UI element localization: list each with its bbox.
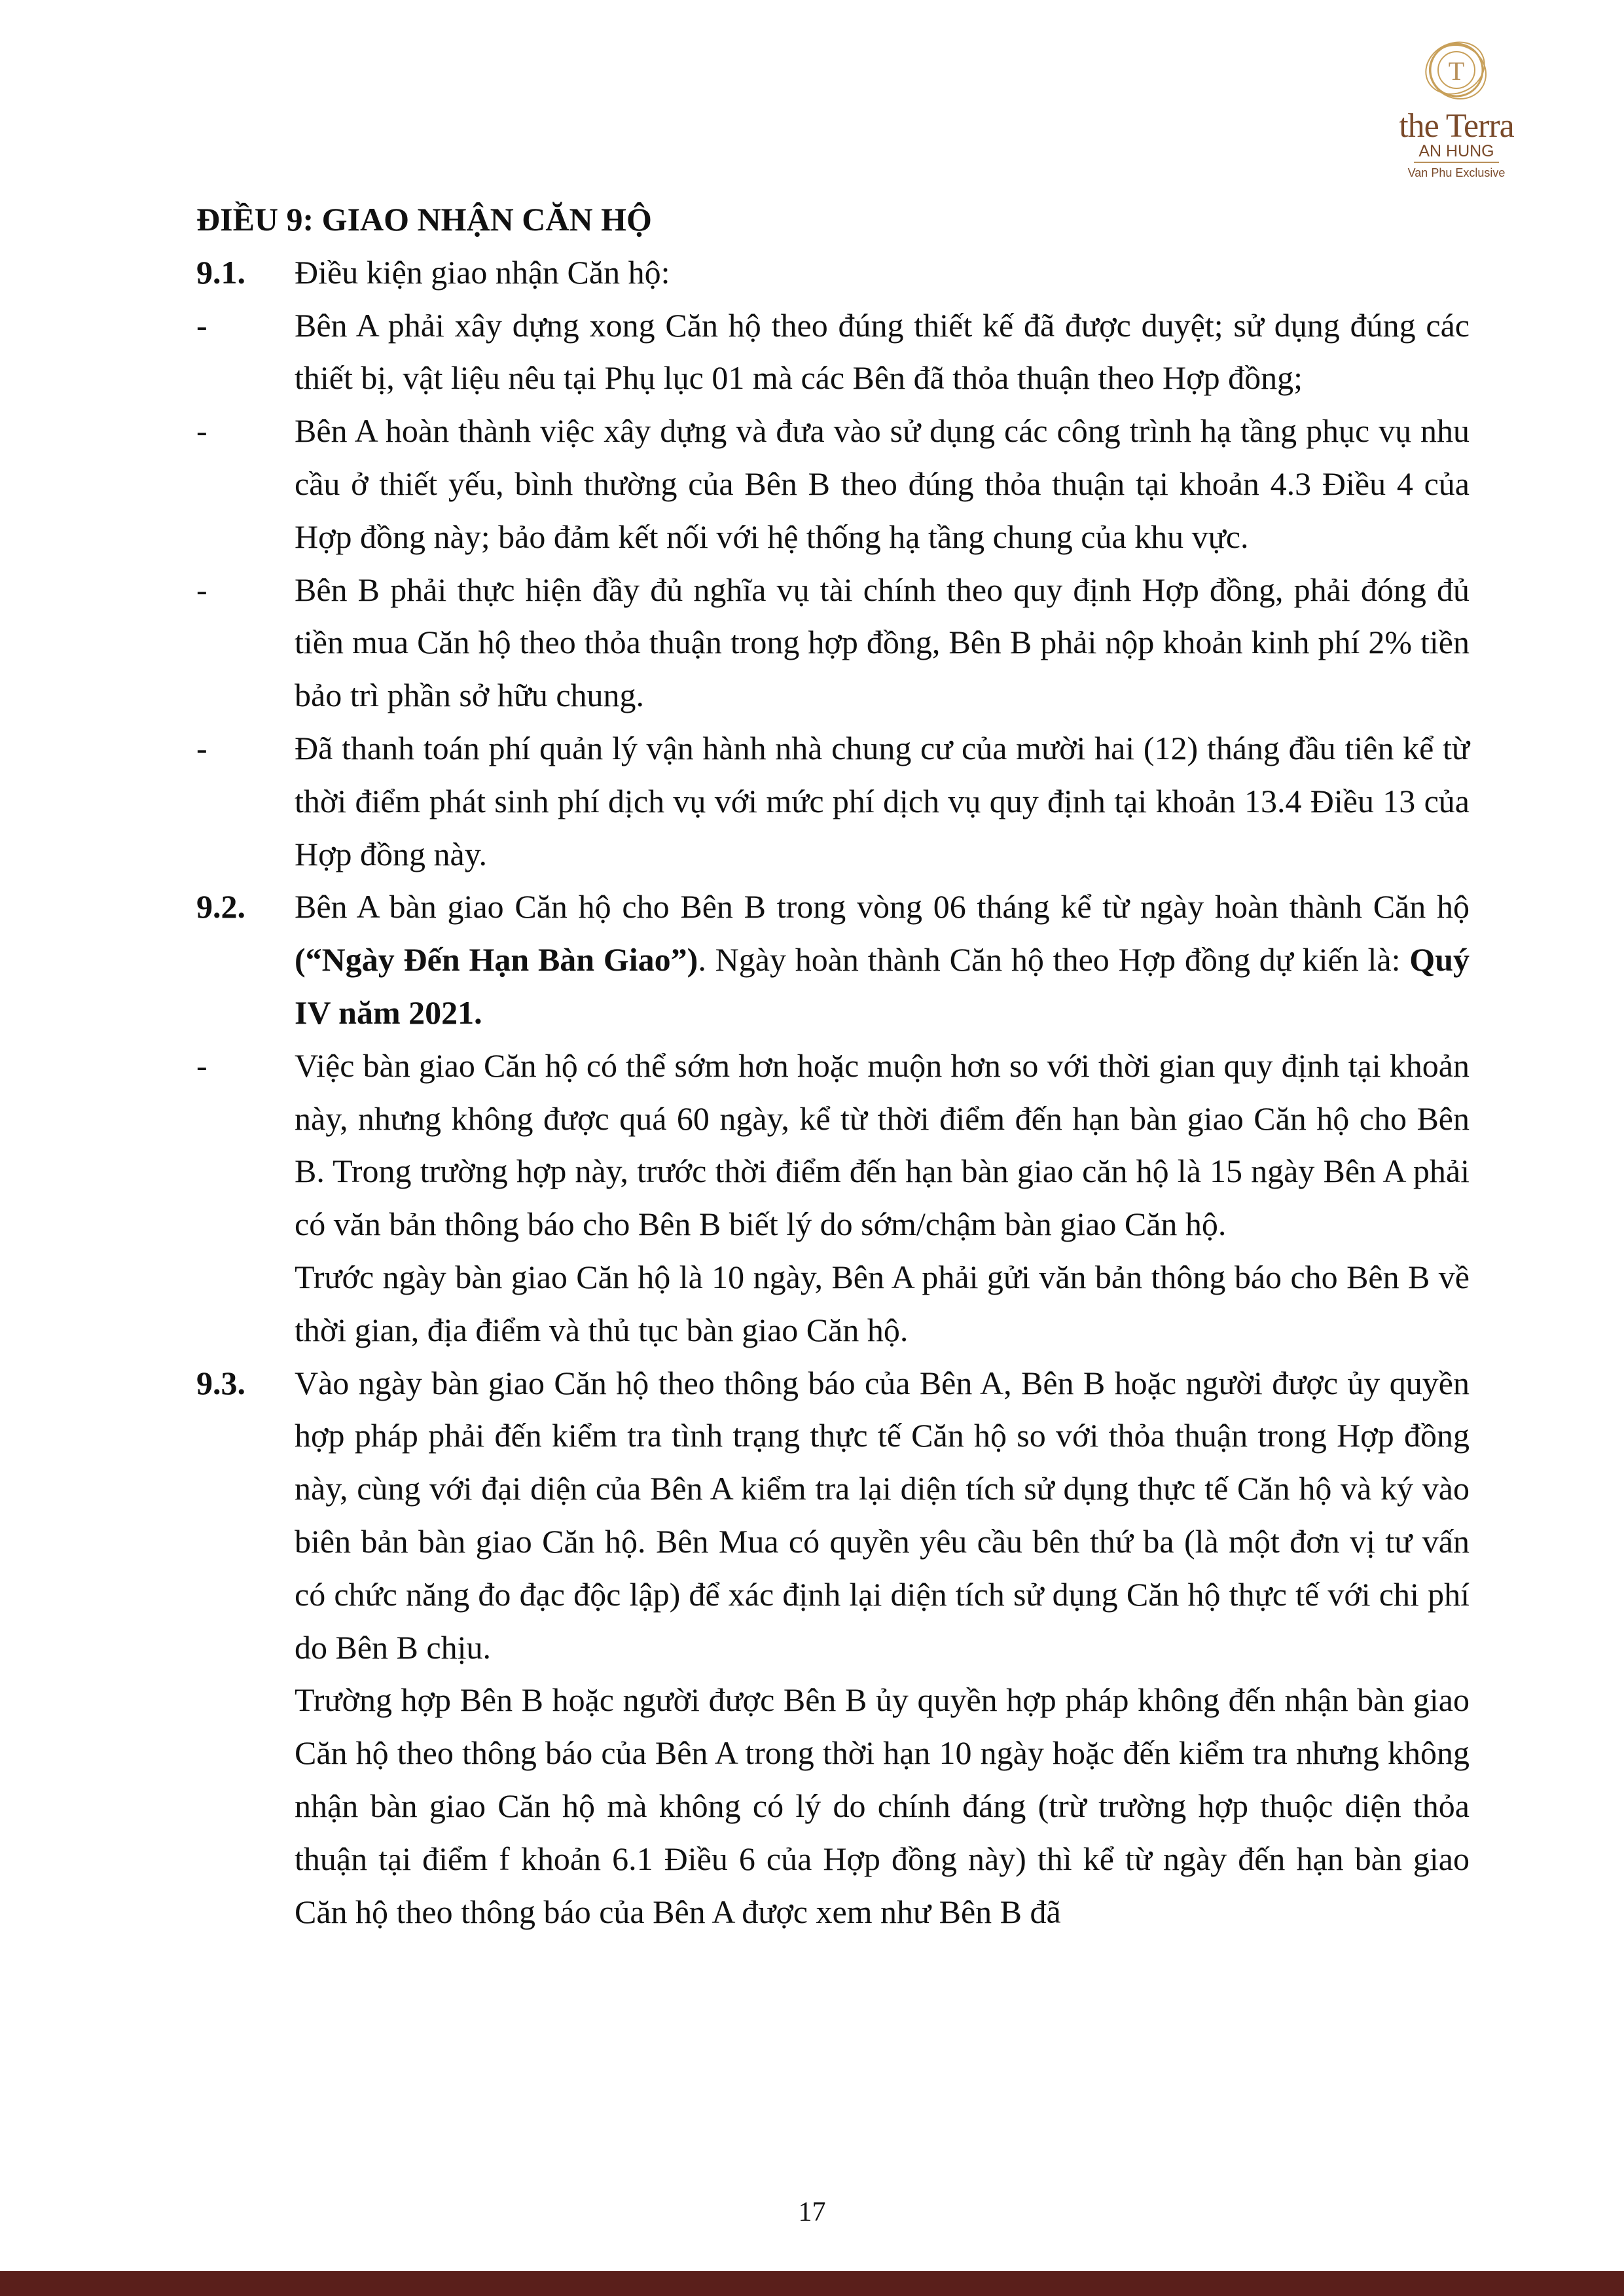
text-run: . Ngày hoàn thành Căn hộ theo Hợp đồng dự kiến là: bbox=[698, 941, 1410, 978]
text-run: Bên A bàn giao Căn hộ cho Bên B trong vòng 06 tháng kể từ ngày hoàn thành Căn hộ bbox=[295, 888, 1470, 925]
section-text: Điều kiện giao nhận Căn hộ: bbox=[295, 253, 670, 291]
terra-logo-icon bbox=[1417, 34, 1496, 109]
section-text: Vào ngày bàn giao Căn hộ theo thông báo của Bên A, Bên B hoặc người được ủy quyền hợp pháp phải đến kiểm tra tình trạng thực tế Căn hộ so với thỏa thuận trong Hợp đồng này, cùng với đại diện của Bên A kiểm tra lại diện tích sử dụng thực tế Căn hộ và ký vào biên bản bàn giao Căn hộ. Bên Mua có quyền yêu cầu bên thứ ba (là một đơn vị tư vấn có chức năng đo đạc độc lập) để xác định lại diện tích sử dụng Căn hộ thực tế với chi phí do Bên B chịu. bbox=[295, 1364, 1470, 1666]
bullet-dash: - bbox=[196, 306, 208, 344]
logo-divider bbox=[1414, 162, 1499, 163]
section-9-2 bbox=[196, 880, 1470, 1039]
section-number: 9.2. bbox=[196, 888, 245, 925]
section-9-1 bbox=[196, 246, 1470, 299]
paragraph-text: Trường hợp Bên B hoặc người được Bên B ủy quyền hợp pháp không đến nhận bàn giao Căn hộ theo thông báo của Bên A trong thời hạn 10 ngày hoặc đến kiểm tra nhưng không nhận bàn giao Căn hộ mà không có lý do chính đáng (trừ trường hợp thuộc diện thỏa thuận tại điểm f khoản 6.1 Điều 6 của Hợp đồng này) thì kể từ ngày đến hạn bàn giao Căn hộ theo thông báo của Bên A được xem như Bên B đã bbox=[295, 1681, 1470, 1930]
defined-term: (“Ngày Đến Hạn Bàn Giao”) bbox=[295, 941, 698, 978]
page-number: 17 bbox=[798, 2197, 826, 2227]
list-item-text: Bên A phải xây dựng xong Căn hộ theo đúng thiết kế đã được duyệt; sử dụng đúng các thiết bị, vật liệu nêu tại Phụ lục 01 mà các Bên đã thỏa thuận theo Hợp đồng; bbox=[295, 306, 1470, 397]
list-item bbox=[196, 299, 1470, 405]
list-item-text: Đã thanh toán phí quản lý vận hành nhà chung cư của mười hai (12) tháng đầu tiên kể từ thời điểm phát sinh phí dịch vụ với mức phí dịch vụ quy định tại khoản 13.4 Điều 13 của Hợp đồng này. bbox=[295, 729, 1470, 872]
section-number: 9.1. bbox=[196, 253, 245, 291]
section-9-3 bbox=[196, 1357, 1470, 1674]
list-item-text: Bên A hoàn thành việc xây dựng và đưa vào sử dụng các công trình hạ tầng phục vụ nhu cầu ở thiết yếu, bình thường của Bên B theo đúng thỏa thuận tại khoản 4.3 Điều 4 của Hợp đồng này; bảo đảm kết nối với hệ thống hạ tầng chung của khu vực. bbox=[295, 412, 1470, 555]
section-number: 9.3. bbox=[196, 1364, 245, 1401]
list-item-text: Bên B phải thực hiện đầy đủ nghĩa vụ tài chính theo quy định Hợp đồng, phải đóng đủ tiền mua Căn hộ theo thỏa thuận trong hợp đồng, Bên B phải nộp khoản kinh phí 2% tiền bảo trì phần sở hữu chung. bbox=[295, 571, 1470, 714]
list-item bbox=[196, 404, 1470, 563]
bullet-dash: - bbox=[196, 1047, 208, 1084]
svg-text:T: T bbox=[1448, 56, 1465, 86]
document-body bbox=[196, 193, 1470, 1938]
paragraph bbox=[196, 1251, 1470, 1357]
logo-sub-text: AN HUNG bbox=[1418, 142, 1494, 160]
footer-bar bbox=[0, 2271, 1624, 2296]
paragraph bbox=[196, 1674, 1470, 1938]
completion-date: Quý IV năm 2021. bbox=[295, 941, 1470, 1031]
bullet-dash: - bbox=[196, 729, 208, 766]
paragraph-text: Trước ngày bàn giao Căn hộ là 10 ngày, Bên A phải gửi văn bản thông báo cho Bên B về thời gian, địa điểm và thủ tục bàn giao Căn hộ. bbox=[295, 1258, 1470, 1348]
logo-brand-text: the Terra bbox=[1399, 107, 1514, 145]
section-text bbox=[295, 880, 1470, 1039]
article-title: ĐIỀU 9: GIAO NHẬN CĂN HỘ bbox=[196, 201, 652, 238]
bullet-dash: - bbox=[196, 571, 208, 608]
list-item bbox=[196, 564, 1470, 722]
bullet-dash: - bbox=[196, 412, 208, 450]
logo bbox=[1378, 34, 1535, 191]
logo-tagline: Van Phu Exclusive bbox=[1407, 166, 1506, 179]
list-item bbox=[196, 1039, 1470, 1251]
list-item bbox=[196, 722, 1470, 880]
list-item-text: Việc bàn giao Căn hộ có thể sớm hơn hoặc muộn hơn so với thời gian quy định tại khoản này, nhưng không được quá 60 ngày, kể từ thời điểm đến hạn bàn giao Căn hộ cho Bên B. Trong trường hợp này, trước thời điểm đến hạn bàn giao căn hộ là 15 ngày Bên A phải có văn bản thông báo cho Bên B biết lý do sớm/chậm bàn giao Căn hộ. bbox=[295, 1047, 1470, 1243]
